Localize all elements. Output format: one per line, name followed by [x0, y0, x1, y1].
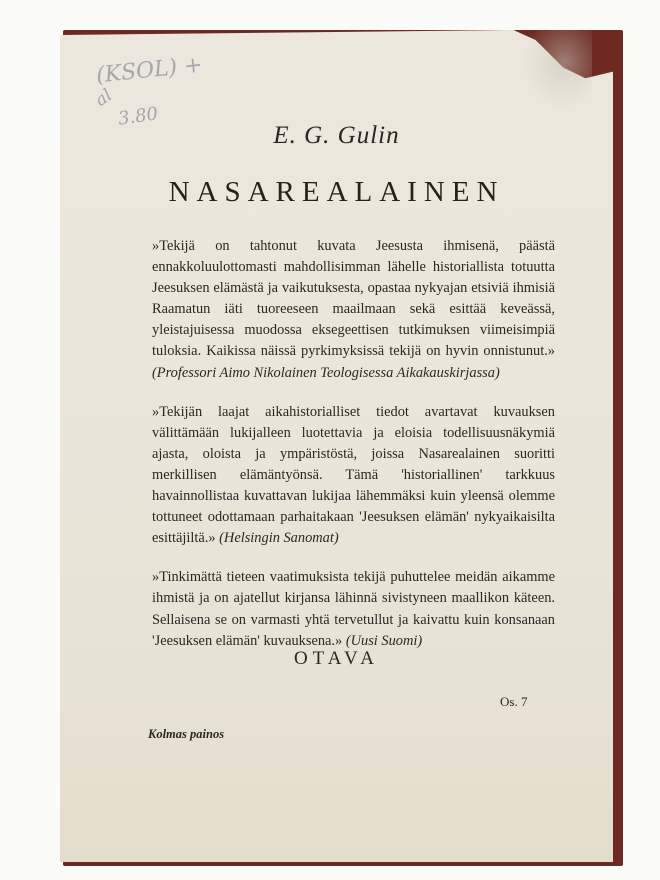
series-code: Os. 7: [500, 694, 528, 709]
quote-source: (Professori Aimo Nikolainen Teologisessa Aikakauskirjassa): [152, 364, 500, 381]
pencil-note-price: 3.80: [116, 103, 160, 130]
publisher-name: OTAVA: [293, 648, 380, 669]
quote-source: (Helsingin Sanomat): [219, 530, 339, 547]
edition-label: Kolmas painos: [148, 727, 225, 741]
torn-corner: [522, 30, 592, 110]
quote-text: »Tinkimättä tieteen vaatimuksista tekijä puhuttelee meidän aikamme ihmistä ja on ajatellut kirjansa lähinnä sivistyneen maallikon käteen. Sellaisena se on varmasti yhtä tervetullut ja kaivattu kuin konsanaan 'Jeesuksen elämän' kuvauksena.»: [152, 569, 555, 649]
quote-text: »Tekijän laajat aikahistorialliset tiedot avartavat kuvauksen välittämään lukijalleen luotettavia ja eloisia todellisuusnäkymiä ajasta, oloista ja ympäristöstä, joissa Nasarealainen suoritti merkillisen elämäntyönsä. Tämä 'historiallinen' tarkkuus havainnollistaa kuvattavan lukijaa lähemmäksi kuin yleensä olemme tottuneet odottamaan parhaitakaan 'Jeesuksen elämän' nykyaikaisilta esittäjiltä.»: [152, 403, 555, 547]
book-title: NASAREALAINEN: [168, 176, 505, 208]
author-name: E. G. Gulin: [273, 122, 400, 149]
pencil-note-al: al: [91, 85, 116, 111]
review-quote-3: [152, 567, 555, 651]
pencil-note-price-code: (KSOL) +: [94, 52, 204, 89]
review-quote-2: [152, 402, 555, 550]
review-quote-1: [152, 236, 555, 384]
quote-source: (Uusi Suomi): [345, 632, 423, 649]
quote-text: »Tekijä on tahtonut kuvata Jeesusta ihmisenä, päästä ennakkoluulottomasti mahdollisimman lähelle historiallista totuutta Jeesuksen elämästä ja vaikutuksesta, opastaa nykyajan etsiviä ihmisiä Raamatun iäti tuoreeseen maailmaan sekä esittää keveässä, yleistajuisessa muodossa eksegeettisen tutkimuksen viimeisimpiä tuloksia. Kaikissa näissä pyrkimyksissä tekijä on hyvin onnistunut.»: [152, 238, 555, 360]
review-quotes: [152, 236, 555, 670]
